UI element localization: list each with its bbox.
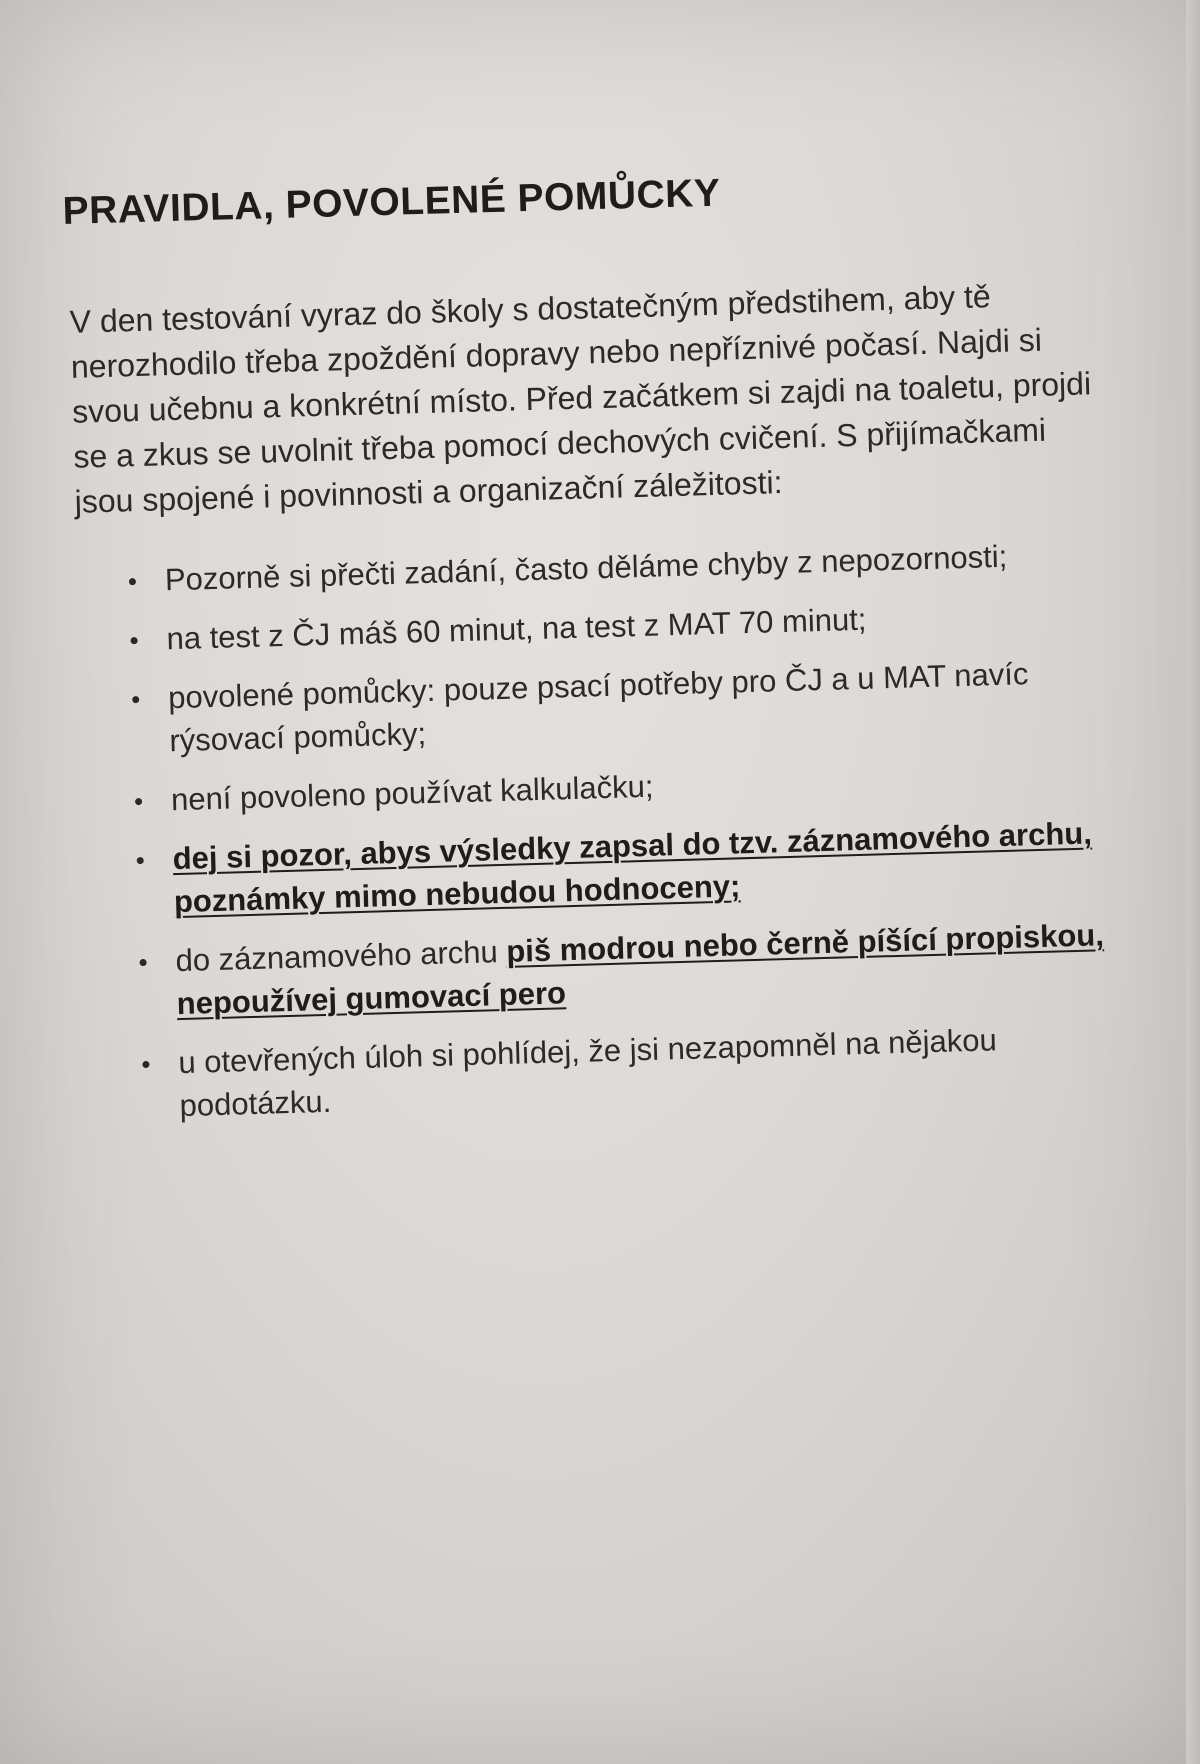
rule-item-read-carefully [164, 532, 1105, 601]
bullet-dot-icon [135, 798, 142, 805]
bullet-dot-icon [142, 1061, 149, 1068]
bullet-dot-icon [129, 578, 136, 585]
bullet-dot-icon [140, 959, 147, 966]
rule-item-open-questions [178, 1015, 1120, 1127]
rule-emphasis-pen: piš modrou nebo černě píšící propiskou, [505, 917, 1105, 969]
rule-emphasis-text: dej si pozor, abys výsledky zapsal do tzv. záznamového archu, poznámky mimo nebudou hodnoceny; [172, 815, 1093, 920]
rule-item-allowed-tools [168, 650, 1110, 762]
intro-paragraph: V den testování vyraz do školy s dostatečným předstihem, aby tě nerozhodilo třeba zpoždění dopravy nebo nepříznivé počasí. Najdi si svou učebnu a konkrétní místo. Před začátkem si zajdi na toaletu, projdi se a zkus se uvolnit třeba pomocí dechových cvičení. S přijímačkami jsou spojené i povinnosti a organizační záležitosti: [69, 278, 1092, 520]
rule-item-no-calculator [170, 752, 1111, 821]
bullet-dot-icon [137, 857, 144, 864]
document-content [62, 161, 1118, 1145]
rule-item-answer-sheet [172, 811, 1114, 923]
rules-list [72, 532, 1117, 1130]
rule-emphasis-eraser-pen: nepoužívej gumovací pero [176, 975, 567, 1022]
rule-text: na test z ČJ máš 60 minut, na test z MAT 70 minut; [166, 601, 867, 657]
rule-text: u otevřených úloh si pohlídej, že jsi nezapomněl na nějakou podotázku. [177, 1022, 998, 1124]
rule-item-time-limits [166, 591, 1107, 660]
bullet-dot-icon [132, 696, 139, 703]
rule-text: Pozorně si přečti zadání, často děláme chyby z nepozornosti; [164, 538, 1008, 598]
rule-text: do záznamového archu [175, 933, 507, 979]
rule-text: není povoleno používat kalkulačku; [170, 768, 654, 818]
document-title: PRAVIDLA, POVOLENÉ POMŮCKY [62, 171, 721, 233]
bullet-dot-icon [131, 637, 138, 644]
paper-edge-shadow [1186, 0, 1200, 1764]
rule-text: povolené pomůcky: pouze psací potřeby pro ČJ a u MAT navíc rýsovací pomůcky; [167, 656, 1029, 759]
rule-item-pen-type [175, 913, 1117, 1025]
